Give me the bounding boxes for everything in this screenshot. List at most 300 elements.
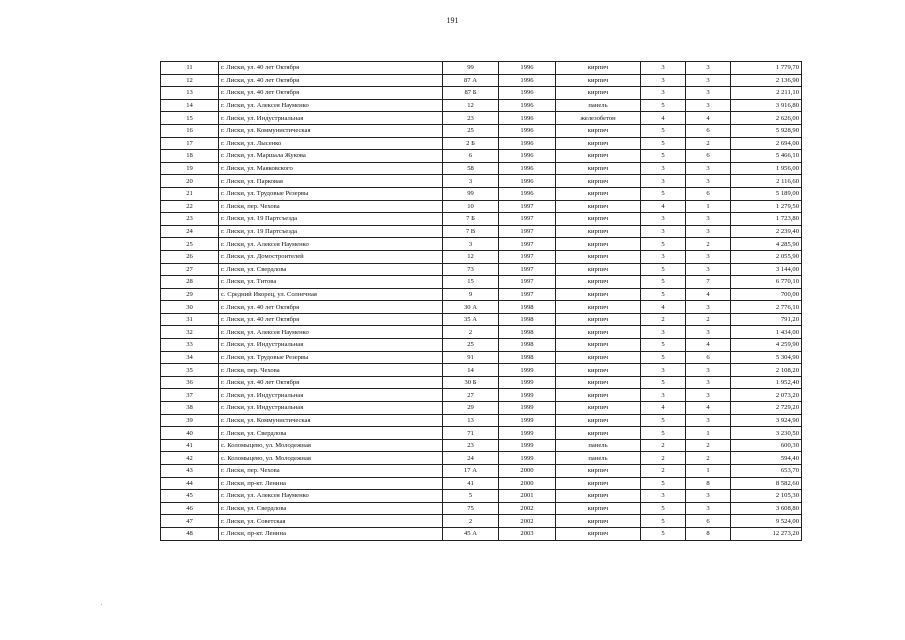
wall-material-cell: кирпич — [556, 124, 641, 137]
table-row — [161, 439, 802, 452]
row-number-cell: 26 — [161, 250, 219, 263]
house-number-cell: 91 — [443, 351, 499, 364]
house-number-cell: 15 — [443, 276, 499, 289]
table-row — [161, 112, 802, 125]
entrances-cell: 3 — [686, 414, 731, 427]
entrances-cell: 3 — [686, 225, 731, 238]
house-number-cell: 2 — [443, 515, 499, 528]
address-cell: г. Лиски, пер. Чехова — [219, 200, 443, 213]
address-cell: г. Лиски, ул. Трудовые Резервы — [219, 351, 443, 364]
table-row — [161, 427, 802, 440]
row-number-cell: 18 — [161, 150, 219, 163]
area-cell: 3 916,80 — [731, 99, 802, 112]
table-row — [161, 150, 802, 163]
wall-material-cell: кирпич — [556, 414, 641, 427]
entrances-cell: 4 — [686, 339, 731, 352]
row-number-cell: 48 — [161, 527, 219, 540]
entrances-cell: 3 — [686, 502, 731, 515]
row-number-cell: 47 — [161, 515, 219, 528]
floors-cell: 5 — [641, 527, 686, 540]
entrances-cell: 4 — [686, 288, 731, 301]
entrances-cell: 3 — [686, 250, 731, 263]
table-row — [161, 62, 802, 75]
area-cell: 2 108,20 — [731, 364, 802, 377]
address-cell: г. Лиски, ул. 40 лет Октября — [219, 376, 443, 389]
table-body — [161, 62, 802, 541]
house-number-cell: 99 — [443, 62, 499, 75]
address-cell: г. Лиски, ул. 40 лет Октября — [219, 313, 443, 326]
row-number-cell: 42 — [161, 452, 219, 465]
address-cell: г. Лиски, ул. Лысенко — [219, 137, 443, 150]
wall-material-cell: кирпич — [556, 150, 641, 163]
year-cell: 1999 — [499, 427, 556, 440]
year-cell: 1996 — [499, 137, 556, 150]
address-cell: г. Лиски, пер. Чехова — [219, 364, 443, 377]
floors-cell: 3 — [641, 87, 686, 100]
address-cell: г. Лиски, ул. Индустриальная — [219, 389, 443, 402]
row-number-cell: 44 — [161, 477, 219, 490]
house-number-cell: 58 — [443, 162, 499, 175]
address-cell: г. Лиски, ул. Свердлова — [219, 502, 443, 515]
row-number-cell: 32 — [161, 326, 219, 339]
year-cell: 1999 — [499, 452, 556, 465]
row-number-cell: 38 — [161, 402, 219, 415]
address-cell: г. Лиски, ул. Коммунистическая — [219, 414, 443, 427]
floors-cell: 3 — [641, 62, 686, 75]
row-number-cell: 31 — [161, 313, 219, 326]
year-cell: 1997 — [499, 263, 556, 276]
table-row — [161, 213, 802, 226]
house-number-cell: 24 — [443, 452, 499, 465]
area-cell: 5 928,90 — [731, 124, 802, 137]
year-cell: 2001 — [499, 490, 556, 503]
wall-material-cell: кирпич — [556, 225, 641, 238]
house-number-cell: 5 — [443, 490, 499, 503]
address-cell: г. Лиски, ул. Домостроителей — [219, 250, 443, 263]
floors-cell: 3 — [641, 162, 686, 175]
row-number-cell: 24 — [161, 225, 219, 238]
area-cell: 6 770,10 — [731, 276, 802, 289]
table-row — [161, 465, 802, 478]
area-cell: 1 956,00 — [731, 162, 802, 175]
area-cell: 3 144,00 — [731, 263, 802, 276]
address-cell: г. Лиски, пр-кт. Ленина — [219, 477, 443, 490]
area-cell: 653,70 — [731, 465, 802, 478]
floors-cell: 5 — [641, 414, 686, 427]
floors-cell: 5 — [641, 187, 686, 200]
table-row — [161, 74, 802, 87]
row-number-cell: 28 — [161, 276, 219, 289]
entrances-cell: 2 — [686, 137, 731, 150]
entrances-cell: 3 — [686, 87, 731, 100]
area-cell: 2 729,20 — [731, 402, 802, 415]
entrances-cell: 1 — [686, 465, 731, 478]
wall-material-cell: кирпич — [556, 213, 641, 226]
row-number-cell: 16 — [161, 124, 219, 137]
wall-material-cell: кирпич — [556, 162, 641, 175]
table-row — [161, 502, 802, 515]
house-number-cell: 71 — [443, 427, 499, 440]
entrances-cell: 3 — [686, 162, 731, 175]
year-cell: 1997 — [499, 225, 556, 238]
house-number-cell: 30 А — [443, 301, 499, 314]
table-row — [161, 389, 802, 402]
area-cell: 4 259,90 — [731, 339, 802, 352]
year-cell: 1999 — [499, 364, 556, 377]
house-number-cell: 25 — [443, 339, 499, 352]
address-cell: г. Лиски, ул. Советская — [219, 515, 443, 528]
wall-material-cell: кирпич — [556, 389, 641, 402]
address-cell: г. Лиски, ул. Маяковского — [219, 162, 443, 175]
house-number-cell: 17 А — [443, 465, 499, 478]
year-cell: 1999 — [499, 376, 556, 389]
floors-cell: 4 — [641, 301, 686, 314]
table-row — [161, 339, 802, 352]
house-number-cell: 73 — [443, 263, 499, 276]
table-row — [161, 402, 802, 415]
table-row — [161, 376, 802, 389]
address-cell: г. Лиски, ул. 40 лет Октября — [219, 74, 443, 87]
table-row — [161, 301, 802, 314]
area-cell: 2 073,20 — [731, 389, 802, 402]
year-cell: 1996 — [499, 162, 556, 175]
area-cell: 2 694,00 — [731, 137, 802, 150]
house-number-cell: 12 — [443, 250, 499, 263]
floors-cell: 5 — [641, 477, 686, 490]
row-number-cell: 36 — [161, 376, 219, 389]
wall-material-cell: кирпич — [556, 427, 641, 440]
house-number-cell: 14 — [443, 364, 499, 377]
area-cell: 2 136,90 — [731, 74, 802, 87]
entrances-cell: 6 — [686, 351, 731, 364]
year-cell: 1996 — [499, 87, 556, 100]
year-cell: 1996 — [499, 99, 556, 112]
floors-cell: 5 — [641, 124, 686, 137]
wall-material-cell: кирпич — [556, 62, 641, 75]
wall-material-cell: кирпич — [556, 515, 641, 528]
entrances-cell: 2 — [686, 439, 731, 452]
house-number-cell: 41 — [443, 477, 499, 490]
address-cell: г. Лиски, ул. Титова — [219, 276, 443, 289]
wall-material-cell: кирпич — [556, 137, 641, 150]
table-row — [161, 238, 802, 251]
floors-cell: 5 — [641, 99, 686, 112]
wall-material-cell: кирпич — [556, 288, 641, 301]
row-number-cell: 21 — [161, 187, 219, 200]
row-number-cell: 25 — [161, 238, 219, 251]
row-number-cell: 39 — [161, 414, 219, 427]
year-cell: 1998 — [499, 313, 556, 326]
year-cell: 1999 — [499, 414, 556, 427]
year-cell: 1997 — [499, 213, 556, 226]
floors-cell: 3 — [641, 225, 686, 238]
table-row — [161, 137, 802, 150]
row-number-cell: 41 — [161, 439, 219, 452]
wall-material-cell: кирпич — [556, 490, 641, 503]
floors-cell: 3 — [641, 175, 686, 188]
area-cell: 3 230,50 — [731, 427, 802, 440]
row-number-cell: 37 — [161, 389, 219, 402]
house-number-cell: 7 В — [443, 225, 499, 238]
wall-material-cell: кирпич — [556, 402, 641, 415]
house-number-cell: 2 — [443, 326, 499, 339]
table-row — [161, 250, 802, 263]
wall-material-cell: кирпич — [556, 276, 641, 289]
address-cell: г. Лиски, ул. Трудовые Резервы — [219, 187, 443, 200]
row-number-cell: 22 — [161, 200, 219, 213]
address-cell: с. Средний Икорец, ул. Солнечная — [219, 288, 443, 301]
entrances-cell: 1 — [686, 200, 731, 213]
floors-cell: 5 — [641, 150, 686, 163]
house-number-cell: 75 — [443, 502, 499, 515]
area-cell: 1 434,00 — [731, 326, 802, 339]
address-cell: г. Лиски, ул. 40 лет Октября — [219, 62, 443, 75]
house-number-cell: 87 Б — [443, 87, 499, 100]
area-cell: 9 524,00 — [731, 515, 802, 528]
row-number-cell: 46 — [161, 502, 219, 515]
house-number-cell: 12 — [443, 99, 499, 112]
entrances-cell: 2 — [686, 313, 731, 326]
year-cell: 1999 — [499, 389, 556, 402]
entrances-cell: 2 — [686, 452, 731, 465]
entrances-cell: 3 — [686, 364, 731, 377]
address-cell: г. Лиски, ул. Маршала Жукова — [219, 150, 443, 163]
house-number-cell: 13 — [443, 414, 499, 427]
entrances-cell: 3 — [686, 376, 731, 389]
row-number-cell: 40 — [161, 427, 219, 440]
year-cell: 1996 — [499, 74, 556, 87]
entrances-cell: 3 — [686, 301, 731, 314]
page-number: 191 — [446, 16, 459, 25]
address-cell: г. Лиски, ул. Свердлова — [219, 263, 443, 276]
scan-speck — [101, 604, 102, 605]
row-number-cell: 27 — [161, 263, 219, 276]
area-cell: 8 582,60 — [731, 477, 802, 490]
wall-material-cell: панель — [556, 439, 641, 452]
wall-material-cell: панель — [556, 99, 641, 112]
table-row — [161, 351, 802, 364]
year-cell: 1996 — [499, 187, 556, 200]
year-cell: 1999 — [499, 402, 556, 415]
wall-material-cell: кирпич — [556, 351, 641, 364]
year-cell: 2003 — [499, 527, 556, 540]
entrances-cell: 6 — [686, 150, 731, 163]
row-number-cell: 23 — [161, 213, 219, 226]
row-number-cell: 20 — [161, 175, 219, 188]
entrances-cell: 6 — [686, 515, 731, 528]
wall-material-cell: кирпич — [556, 339, 641, 352]
wall-material-cell: панель — [556, 452, 641, 465]
entrances-cell: 8 — [686, 527, 731, 540]
floors-cell: 2 — [641, 452, 686, 465]
area-cell: 2 776,10 — [731, 301, 802, 314]
address-cell: г. Лиски, ул. Алексея Науменко — [219, 490, 443, 503]
address-cell: г. Лиски, ул. Свердлова — [219, 427, 443, 440]
table-row — [161, 490, 802, 503]
area-cell: 5 304,90 — [731, 351, 802, 364]
wall-material-cell: кирпич — [556, 527, 641, 540]
house-number-cell: 23 — [443, 439, 499, 452]
entrances-cell: 3 — [686, 389, 731, 402]
house-number-cell: 9 — [443, 288, 499, 301]
row-number-cell: 45 — [161, 490, 219, 503]
area-cell: 2 055,90 — [731, 250, 802, 263]
floors-cell: 2 — [641, 439, 686, 452]
entrances-cell: 3 — [686, 213, 731, 226]
area-cell: 700,00 — [731, 288, 802, 301]
floors-cell: 5 — [641, 427, 686, 440]
house-number-cell: 23 — [443, 112, 499, 125]
entrances-cell: 1 — [686, 427, 731, 440]
entrances-cell: 7 — [686, 276, 731, 289]
area-cell: 1 779,70 — [731, 62, 802, 75]
year-cell: 1997 — [499, 250, 556, 263]
wall-material-cell: кирпич — [556, 465, 641, 478]
floors-cell: 3 — [641, 74, 686, 87]
area-cell: 5 466,10 — [731, 150, 802, 163]
year-cell: 2000 — [499, 465, 556, 478]
entrances-cell: 3 — [686, 62, 731, 75]
table-row — [161, 288, 802, 301]
wall-material-cell: железобетон — [556, 112, 641, 125]
address-cell: г. Лиски, ул. Индустриальная — [219, 112, 443, 125]
row-number-cell: 30 — [161, 301, 219, 314]
address-cell: г. Лиски, пр-кт. Ленина — [219, 527, 443, 540]
floors-cell: 5 — [641, 137, 686, 150]
year-cell: 1996 — [499, 124, 556, 137]
house-number-cell: 45 А — [443, 527, 499, 540]
wall-material-cell: кирпич — [556, 263, 641, 276]
house-number-cell: 6 — [443, 150, 499, 163]
row-number-cell: 43 — [161, 465, 219, 478]
table-row — [161, 263, 802, 276]
row-number-cell: 33 — [161, 339, 219, 352]
floors-cell: 5 — [641, 238, 686, 251]
area-cell: 12 273,20 — [731, 527, 802, 540]
floors-cell: 3 — [641, 213, 686, 226]
table-row — [161, 477, 802, 490]
area-cell: 2 116,60 — [731, 175, 802, 188]
floors-cell: 4 — [641, 200, 686, 213]
area-cell: 2 239,40 — [731, 225, 802, 238]
floors-cell: 5 — [641, 376, 686, 389]
house-number-cell: 3 — [443, 238, 499, 251]
floors-cell: 3 — [641, 250, 686, 263]
table-row — [161, 99, 802, 112]
year-cell: 1996 — [499, 150, 556, 163]
house-number-cell: 99 — [443, 187, 499, 200]
area-cell: 2 211,10 — [731, 87, 802, 100]
address-cell: г. Лиски, ул. 40 лет Октября — [219, 87, 443, 100]
entrances-cell: 3 — [686, 326, 731, 339]
wall-material-cell: кирпич — [556, 87, 641, 100]
table-row — [161, 225, 802, 238]
address-cell: г. Лиски, ул. 19 Партсъезда — [219, 213, 443, 226]
table-row — [161, 414, 802, 427]
house-number-cell: 3 — [443, 175, 499, 188]
entrances-cell: 3 — [686, 99, 731, 112]
address-cell: г. Лиски, ул. 40 лет Октября — [219, 301, 443, 314]
row-number-cell: 19 — [161, 162, 219, 175]
area-cell: 1 723,80 — [731, 213, 802, 226]
year-cell: 1998 — [499, 339, 556, 352]
year-cell: 1998 — [499, 351, 556, 364]
area-cell: 4 285,90 — [731, 238, 802, 251]
address-cell: г. Лиски, ул. Индустриальная — [219, 339, 443, 352]
address-cell: г. Лиски, ул. Коммунистическая — [219, 124, 443, 137]
year-cell: 2002 — [499, 502, 556, 515]
area-cell: 2 626,00 — [731, 112, 802, 125]
wall-material-cell: кирпич — [556, 364, 641, 377]
house-number-cell: 10 — [443, 200, 499, 213]
table-row — [161, 515, 802, 528]
year-cell: 1997 — [499, 276, 556, 289]
row-number-cell: 29 — [161, 288, 219, 301]
year-cell: 2000 — [499, 477, 556, 490]
year-cell: 2002 — [499, 515, 556, 528]
address-cell: г. Лиски, ул. Индустриальная — [219, 402, 443, 415]
row-number-cell: 12 — [161, 74, 219, 87]
floors-cell: 5 — [641, 276, 686, 289]
table-row — [161, 276, 802, 289]
floors-cell: 3 — [641, 389, 686, 402]
house-number-cell: 87 А — [443, 74, 499, 87]
year-cell: 1997 — [499, 288, 556, 301]
house-number-cell: 35 А — [443, 313, 499, 326]
area-cell: 5 189,00 — [731, 187, 802, 200]
year-cell: 1996 — [499, 112, 556, 125]
entrances-cell: 6 — [686, 124, 731, 137]
year-cell: 1999 — [499, 439, 556, 452]
entrances-cell: 6 — [686, 187, 731, 200]
table-row — [161, 313, 802, 326]
table-row — [161, 452, 802, 465]
table-row — [161, 527, 802, 540]
table-row — [161, 364, 802, 377]
address-cell: г. Лиски, ул. Алексея Науменко — [219, 99, 443, 112]
entrances-cell: 8 — [686, 477, 731, 490]
address-cell: г. Лиски, пер. Чехова — [219, 465, 443, 478]
floors-cell: 2 — [641, 465, 686, 478]
address-cell: г. Лиски, ул. 19 Партсъезда — [219, 225, 443, 238]
entrances-cell: 4 — [686, 112, 731, 125]
floors-cell: 5 — [641, 339, 686, 352]
floors-cell: 3 — [641, 326, 686, 339]
row-number-cell: 35 — [161, 364, 219, 377]
wall-material-cell: кирпич — [556, 376, 641, 389]
address-cell: г. Лиски, ул. Алексея Науменко — [219, 238, 443, 251]
year-cell: 1997 — [499, 238, 556, 251]
floors-cell: 3 — [641, 490, 686, 503]
floors-cell: 5 — [641, 263, 686, 276]
wall-material-cell: кирпич — [556, 477, 641, 490]
table-row — [161, 175, 802, 188]
address-cell: г. Лиски, ул. Парковая — [219, 175, 443, 188]
house-number-cell: 2 Б — [443, 137, 499, 150]
entrances-cell: 3 — [686, 74, 731, 87]
wall-material-cell: кирпич — [556, 313, 641, 326]
wall-material-cell: кирпич — [556, 238, 641, 251]
area-cell: 594,40 — [731, 452, 802, 465]
year-cell: 1998 — [499, 301, 556, 314]
floors-cell: 5 — [641, 515, 686, 528]
row-number-cell: 11 — [161, 62, 219, 75]
entrances-cell: 3 — [686, 490, 731, 503]
address-cell: с. Коломыцево, ул. Молодежная — [219, 439, 443, 452]
table-row — [161, 87, 802, 100]
table-row — [161, 187, 802, 200]
entrances-cell: 3 — [686, 175, 731, 188]
